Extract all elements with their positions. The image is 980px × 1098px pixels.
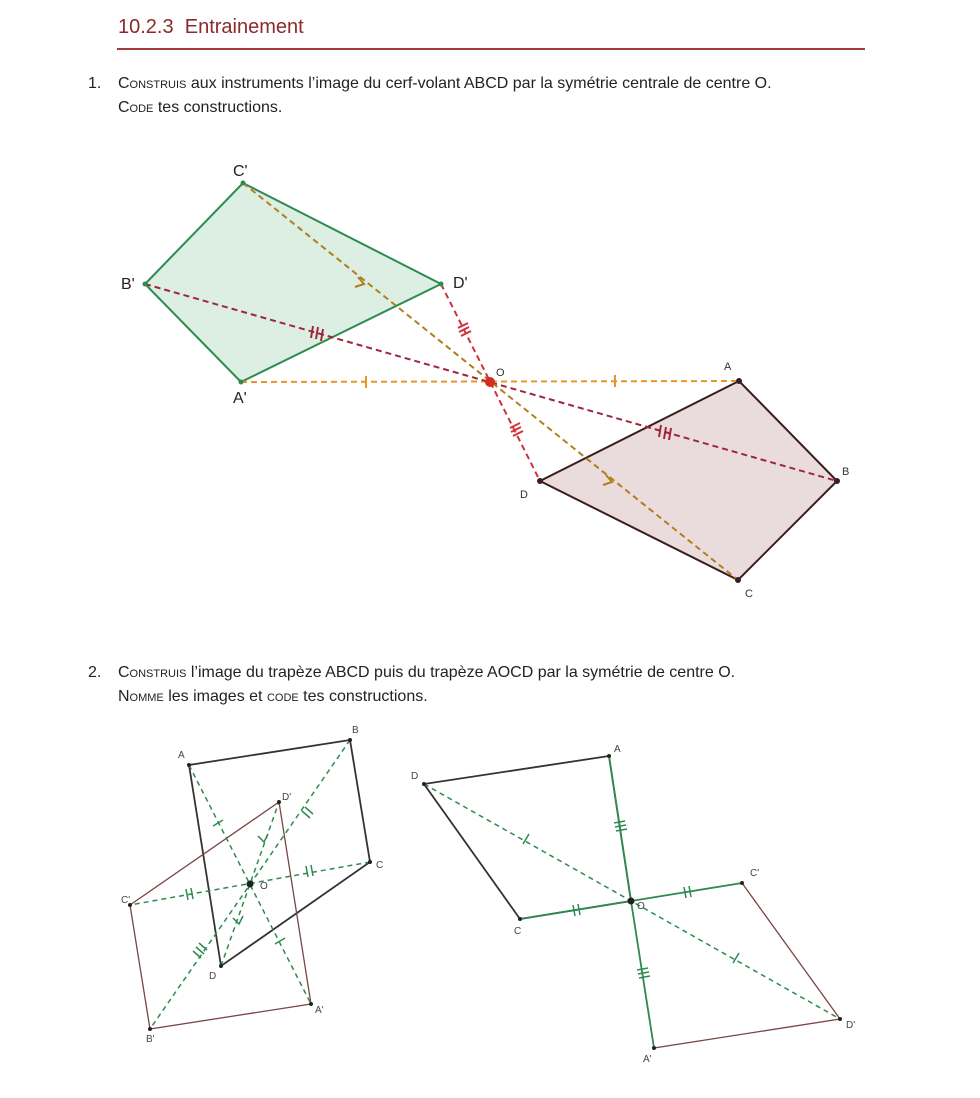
kite-image-fill [145,183,441,382]
label-D: D [209,971,217,982]
instruction-verb: code [266,688,299,705]
instruction-text: tes constructions. [153,99,283,116]
label-D-prime: D' [282,792,292,803]
center-point-O [485,377,495,387]
label-C: C [376,860,384,871]
instruction-verb: Construis [118,75,187,92]
side-O-A1 [631,901,654,1048]
label-A: A [614,744,621,755]
label-B-prime: B' [146,1034,155,1045]
label-C-prime: C' [233,163,248,180]
label-A-prime: A' [233,390,247,407]
figure-trapezoid-ABCD [121,725,383,1045]
label-A: A [724,361,732,373]
label-C-prime: C' [750,868,760,879]
label-C: C [514,926,522,937]
figure-trapezoid-AOCD [411,744,855,1065]
kite-original-fill [540,381,837,580]
instruction-text: les images et [163,688,267,705]
label-B: B [842,466,850,478]
label-B: B [352,725,359,736]
side-O-C [520,901,631,919]
trapezoid-image [631,883,840,1048]
section-title: Entrainement [184,16,304,38]
label-A-prime: A' [315,1005,324,1016]
instruction-verb: Code [118,99,154,116]
instruction-verb: Nomme [118,688,164,705]
exercise-number: 1. [88,75,102,92]
label-O: O [637,901,645,912]
instruction-verb: Construis [118,664,187,681]
side-O-C1 [631,883,742,901]
label-D: D [411,771,419,782]
label-C: C [745,588,753,600]
instruction-text: aux instruments l’image du cerf-volant ABCD par la symétrie centrale de centre O. [186,75,772,92]
side-A-O [609,756,631,901]
label-D: D [520,489,528,501]
label-A-prime: A' [643,1054,652,1065]
section-number: 10.2.3 [118,16,174,38]
label-O: O [260,881,268,892]
exercise-number: 2. [88,664,102,681]
label-D-prime: D' [846,1020,856,1031]
label-A: A [178,750,185,761]
instruction-text: tes constructions. [298,688,428,705]
label-O: O [496,367,505,379]
label-B-prime: B' [121,276,135,293]
label-D-prime: D' [453,275,468,292]
trapezoid-image [130,802,311,1029]
label-C-prime: C' [121,895,131,906]
instruction-text: l’image du trapèze ABCD puis du trapèze AOCD par la symétrie de centre O. [186,664,736,681]
